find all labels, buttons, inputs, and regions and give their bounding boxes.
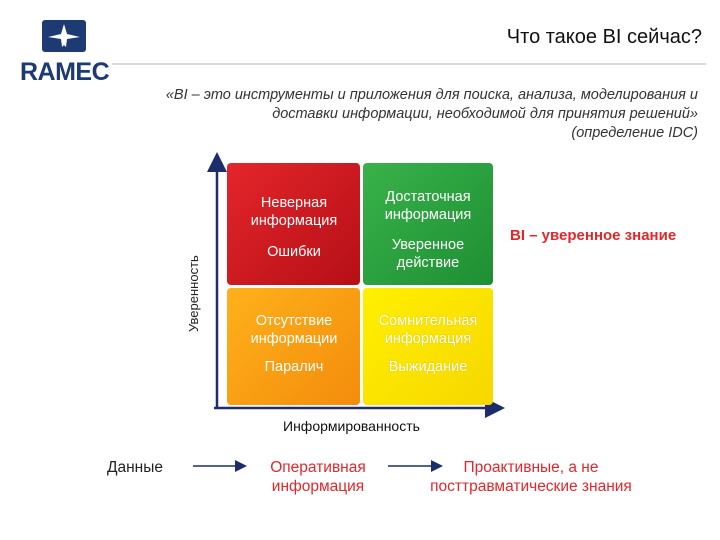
- bottom-right-upper-text: Сомнительная информация: [378, 313, 478, 347]
- bi-confident-knowledge-note: BI – уверенное знание: [510, 227, 677, 244]
- quote-line-3: (определение IDC): [571, 125, 698, 141]
- top-left-lower-text: Ошибки: [267, 244, 321, 260]
- slide-title: Что такое BI сейчас?: [506, 26, 702, 48]
- quote-line-1: «BI – это инструменты и приложения для поиска, анализа, моделирования и: [165, 87, 698, 103]
- quote-line-2: доставки информации, необходимой для принятия решений»: [272, 106, 698, 122]
- flow-step-proactive-knowledge: Проактивные, а не посттравматические знания: [430, 459, 632, 495]
- top-left-upper-text: Неверная информация: [250, 195, 338, 229]
- flow-step-data: Данные: [107, 459, 163, 476]
- x-axis-label: Информированность: [283, 418, 420, 434]
- bottom-left-upper-text: Отсутствие информации: [250, 313, 338, 347]
- top-right-upper-text: Достаточная информация: [384, 189, 472, 223]
- bottom-right-lower-text: Выжидание: [388, 359, 468, 375]
- top-right-lower-text: Уверенное действие: [391, 237, 465, 271]
- flow-step-operational-info: Оперативная информация: [270, 459, 366, 495]
- bottom-left-lower-text: Паралич: [264, 359, 324, 375]
- logo-text: RAMEC: [20, 58, 110, 86]
- y-axis-label: Уверенность: [186, 255, 201, 332]
